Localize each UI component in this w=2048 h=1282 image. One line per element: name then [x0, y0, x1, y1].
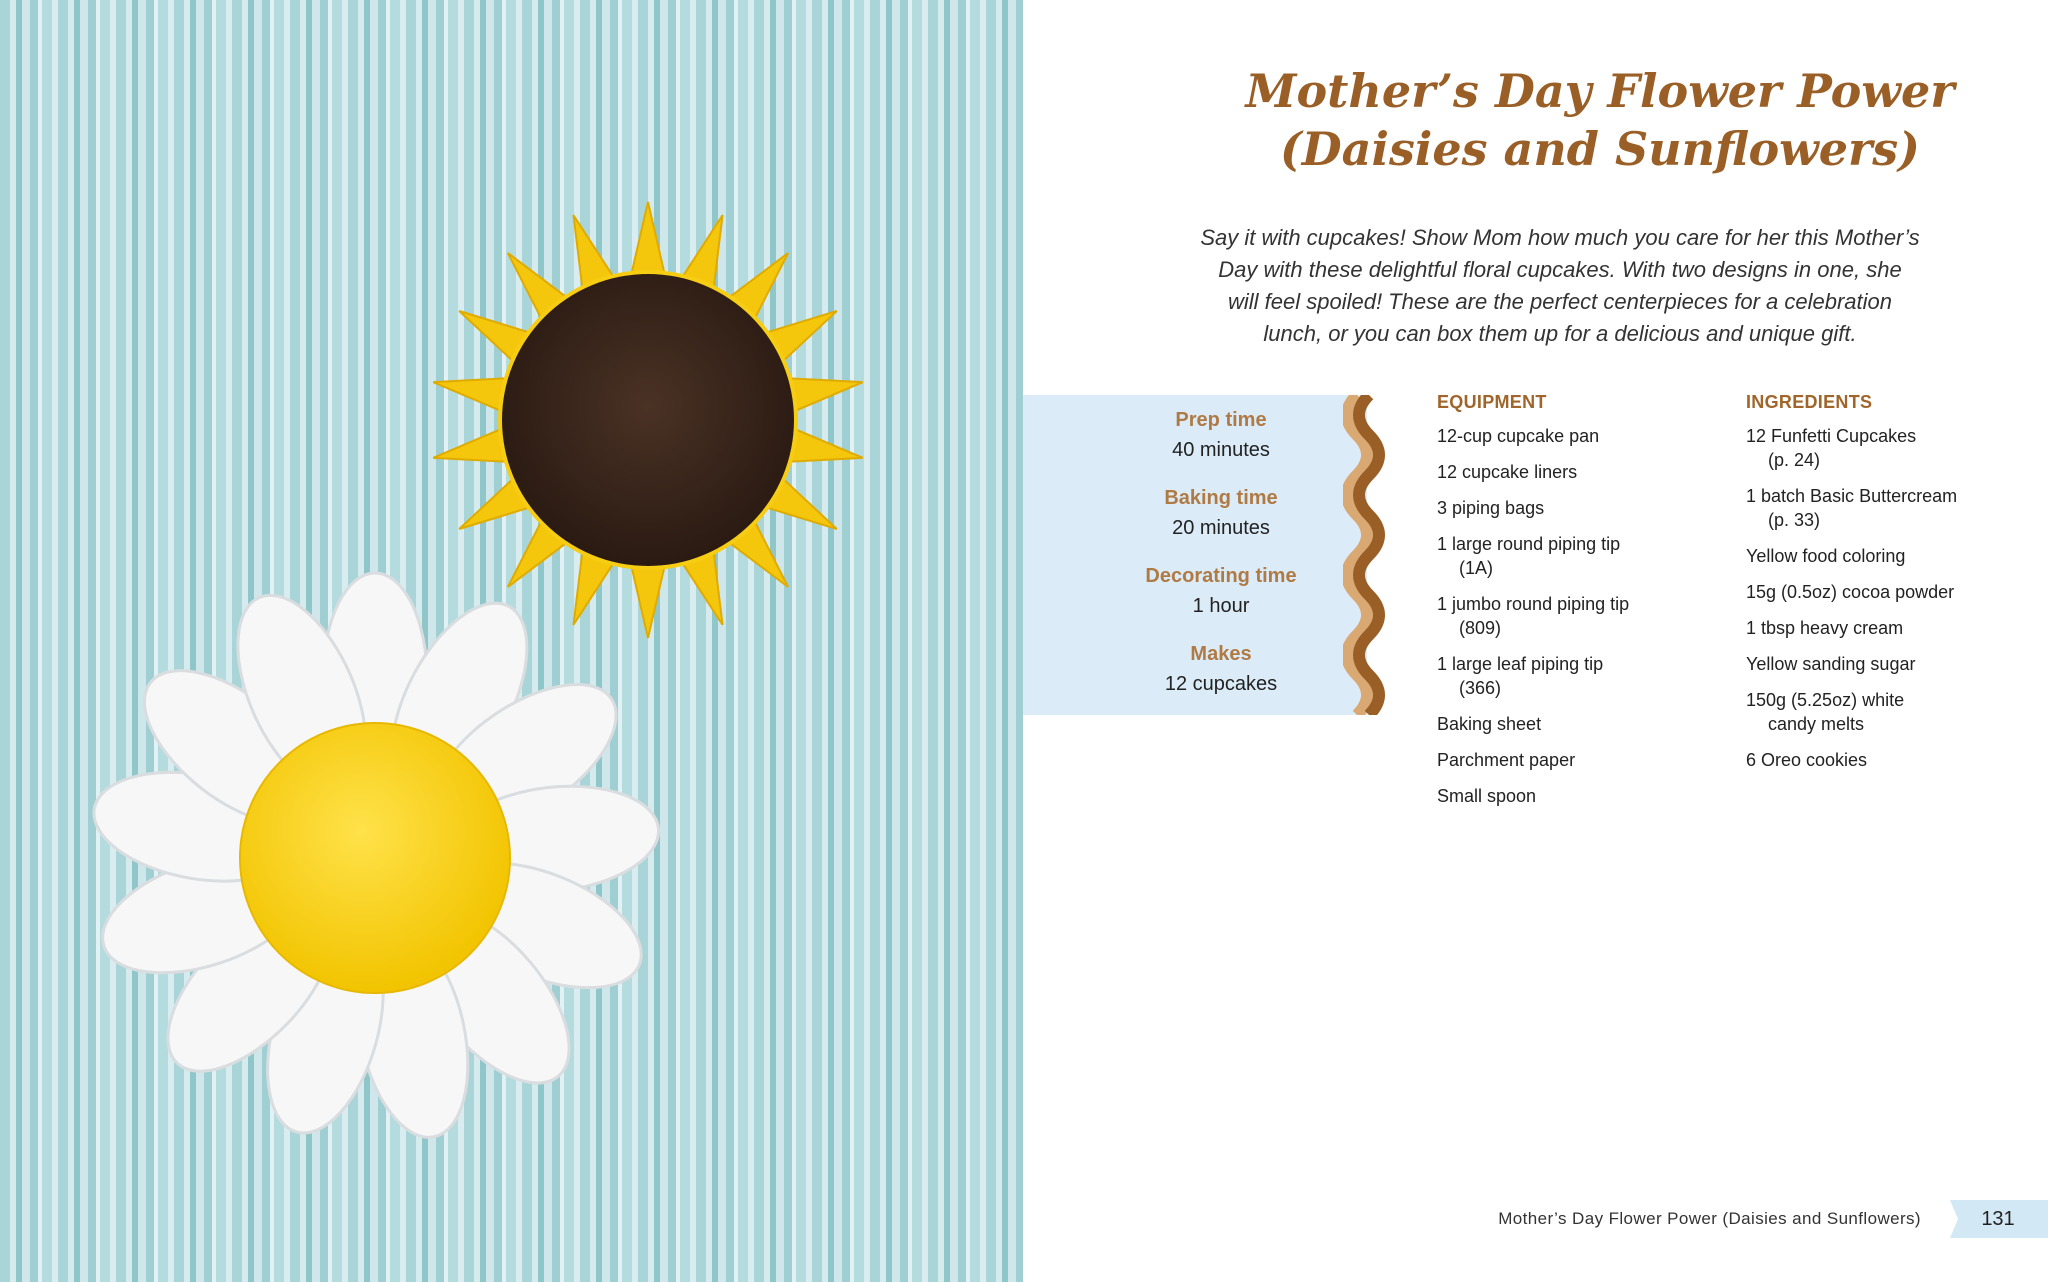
- list-item: Small spoon: [1437, 786, 1537, 806]
- list-item: Yellow sanding sugar: [1746, 654, 1916, 674]
- list-item: 6 Oreo cookies: [1746, 750, 1868, 770]
- prep-time-label: Prep time: [1175, 409, 1267, 431]
- makes-label: Makes: [1190, 643, 1252, 665]
- sunflower-cupcake: [430, 202, 866, 638]
- list-item: 1 large round piping tip (1A): [1437, 534, 1621, 578]
- decorating-time-value: 1 hour: [1192, 595, 1250, 617]
- intro-line: Say it with cupcakes! Show Mom how much you care for her this Mother’s: [1200, 225, 1920, 250]
- ingredients-heading: INGREDIENTS: [1746, 392, 1873, 412]
- recipe-title-line-2: (Daisies and Sunflowers): [1280, 122, 1920, 176]
- makes-value: 12 cupcakes: [1164, 673, 1278, 695]
- list-item: 12-cup cupcake pan: [1437, 426, 1600, 446]
- list-item: 1 batch Basic Buttercream (p. 33): [1746, 486, 1958, 530]
- list-item: 12 Funfetti Cupcakes (p. 24): [1746, 426, 1917, 470]
- cupcake-photo: [0, 0, 1023, 1282]
- list-item: Baking sheet: [1437, 714, 1542, 734]
- list-item: Parchment paper: [1437, 750, 1576, 770]
- recipe-intro: [1160, 222, 1960, 350]
- list-item: 1 jumbo round piping tip (809): [1437, 594, 1630, 638]
- ingredients-list: [1746, 424, 2026, 772]
- baking-time-value: 20 minutes: [1172, 517, 1270, 539]
- intro-line: lunch, or you can box them up for a delicious and unique gift.: [1263, 321, 1857, 346]
- list-item: 1 tbsp heavy cream: [1746, 618, 1904, 638]
- ingredients-section: [1746, 390, 2026, 784]
- intro-line: will feel spoiled! These are the perfect centerpieces for a celebration: [1227, 289, 1893, 314]
- list-item: 1 large leaf piping tip (366): [1437, 654, 1604, 698]
- equipment-heading: EQUIPMENT: [1437, 392, 1547, 412]
- equipment-list: [1437, 424, 1727, 808]
- daisy-cupcake: [85, 573, 664, 1148]
- running-footer-title: Mother’s Day Flower Power (Daisies and Sunflowers): [1498, 1209, 1921, 1228]
- intro-line: Day with these delightful floral cupcakes. With two designs in one, she: [1218, 257, 1902, 282]
- decorating-time-label: Decorating time: [1145, 565, 1297, 587]
- recipe-title: [1080, 62, 2048, 178]
- list-item: 150g (5.25oz) white candy melts: [1746, 690, 1905, 734]
- recipe-stats: [1023, 405, 1419, 717]
- page-number: 131: [1981, 1208, 2015, 1230]
- list-item: 15g (0.5oz) cocoa powder: [1746, 582, 1955, 602]
- list-item: 3 piping bags: [1437, 498, 1545, 518]
- cupcake-illustration: [0, 0, 1023, 1282]
- list-item: 12 cupcake liners: [1437, 462, 1578, 482]
- prep-time-value: 40 minutes: [1172, 439, 1270, 461]
- list-item: Yellow food coloring: [1746, 546, 1906, 566]
- equipment-section: [1437, 390, 1727, 820]
- recipe-title-line-1: Mother’s Day Flower Power: [1245, 64, 1955, 118]
- baking-time-label: Baking time: [1164, 487, 1278, 509]
